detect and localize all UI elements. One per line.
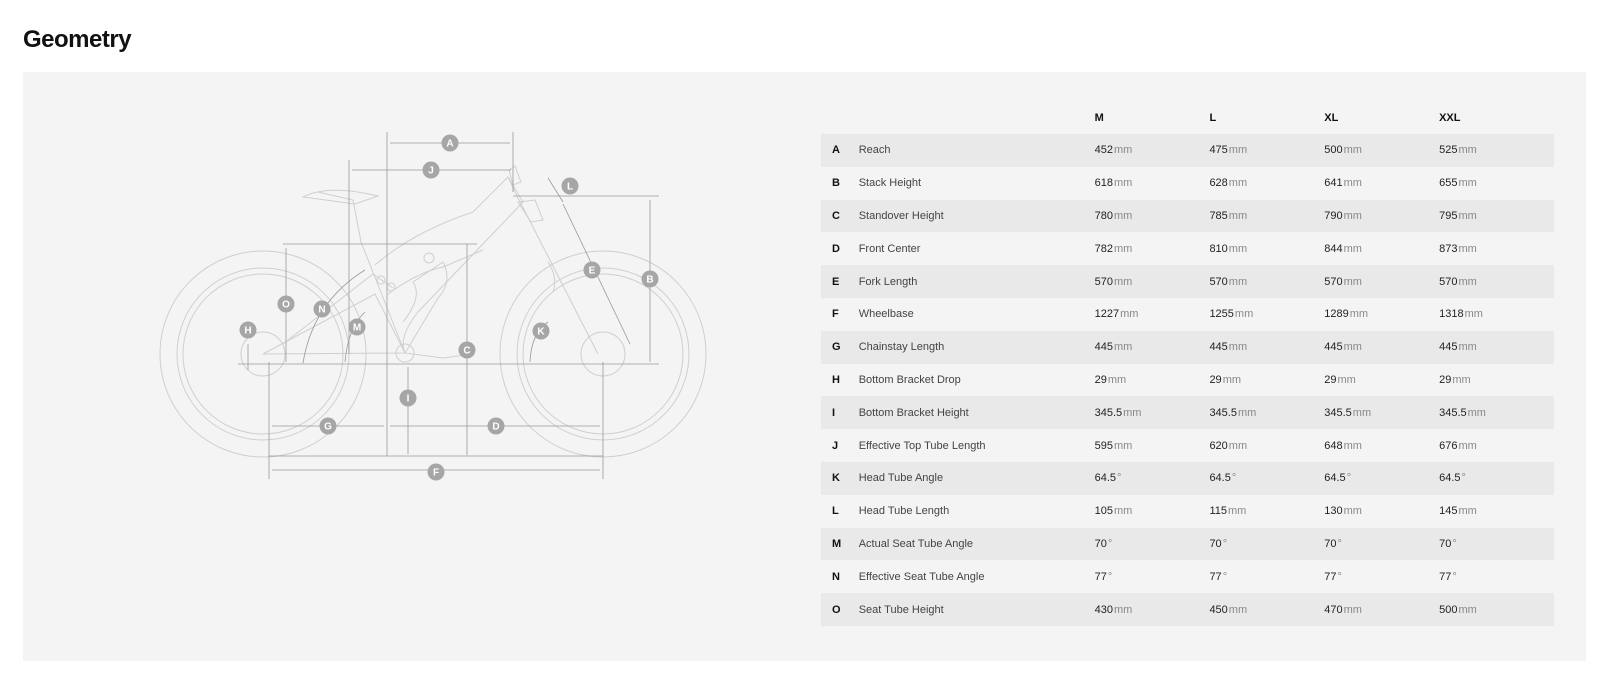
row-name: Effective Top Tube Length <box>858 439 986 452</box>
value-unit: mm <box>1458 341 1477 354</box>
row-value <box>1324 495 1439 528</box>
row-value <box>1439 495 1554 528</box>
dimension-lines <box>238 132 659 479</box>
value-number: 570 <box>1324 275 1343 288</box>
svg-text:B: B <box>646 274 654 286</box>
table-row <box>821 396 1554 429</box>
value-number: 782 <box>1094 242 1113 255</box>
row-value <box>1324 134 1439 167</box>
row-letter: D <box>832 242 840 255</box>
row-value <box>1209 134 1324 167</box>
bike-outline <box>160 166 706 457</box>
value-unit: mm <box>1113 144 1133 157</box>
row-value <box>1439 364 1554 397</box>
value-unit: mm <box>1228 603 1248 616</box>
value-unit: mm <box>1113 242 1133 255</box>
table-row <box>821 560 1554 593</box>
diagram-label-C <box>459 342 476 359</box>
value-number: 790 <box>1324 209 1343 222</box>
value-unit: mm <box>1458 242 1477 255</box>
value-number: 445 <box>1209 341 1228 354</box>
value-unit: mm <box>1343 144 1362 157</box>
value-unit: mm <box>1234 308 1254 321</box>
value-number: 115 <box>1209 505 1227 518</box>
value-number: 1227 <box>1094 308 1120 321</box>
table-row <box>821 429 1554 462</box>
value-unit: mm <box>1228 177 1248 190</box>
svg-text:J: J <box>428 165 434 177</box>
value-number: 641 <box>1324 177 1343 190</box>
value-number: 70 <box>1439 537 1452 550</box>
value-unit: mm <box>1343 242 1362 255</box>
row-value <box>1439 200 1554 233</box>
value-number: 873 <box>1439 242 1458 255</box>
diagram-label-D <box>488 418 505 435</box>
row-letter: O <box>821 593 859 626</box>
row-value <box>1324 396 1439 429</box>
row-value <box>1439 560 1554 593</box>
value-unit: mm <box>1458 505 1477 518</box>
svg-text:L: L <box>566 181 574 193</box>
value-unit: mm <box>1458 209 1477 222</box>
row-letter: N <box>832 570 840 583</box>
value-unit: mm <box>1222 373 1242 386</box>
value-unit: mm <box>1352 406 1372 419</box>
row-value <box>1209 167 1324 200</box>
diagram-label-M <box>349 319 366 336</box>
value-unit: mm <box>1458 603 1477 616</box>
row-name: Effective Seat Tube Angle <box>858 570 985 583</box>
value-unit: mm <box>1343 505 1362 518</box>
value-unit: ° <box>1107 537 1113 550</box>
row-value <box>1209 331 1324 364</box>
row-letter: H <box>832 373 840 386</box>
row-value <box>1209 396 1324 429</box>
row-value <box>1324 364 1439 397</box>
value-number: 430 <box>1094 603 1113 616</box>
svg-text:H: H <box>244 325 252 337</box>
table-row <box>821 167 1554 200</box>
table-body <box>821 134 1554 626</box>
value-number: 29 <box>1209 373 1222 386</box>
value-number: 70 <box>1209 537 1222 550</box>
row-value <box>1324 560 1439 593</box>
diagram-label-O <box>278 296 295 313</box>
value-unit: ° <box>1452 570 1457 583</box>
svg-text:O: O <box>282 299 290 311</box>
row-name: Bottom Bracket Height <box>859 396 1095 429</box>
value-number: 445 <box>1324 341 1343 354</box>
svg-text:G: G <box>324 421 332 433</box>
row-value <box>1324 331 1439 364</box>
svg-text:C: C <box>463 345 471 357</box>
value-number: 105 <box>1094 505 1113 518</box>
diagram-label-K <box>533 323 550 340</box>
row-value <box>1095 298 1210 331</box>
row-value <box>1439 429 1554 462</box>
value-unit: mm <box>1467 406 1486 419</box>
header-size-xxl: XXL <box>1439 112 1461 124</box>
value-unit: mm <box>1343 341 1362 354</box>
value-number: 64.5 <box>1324 472 1346 485</box>
value-number: 445 <box>1094 341 1113 354</box>
value-unit: mm <box>1458 275 1477 288</box>
row-value <box>1324 265 1439 298</box>
value-number: 345.5 <box>1094 406 1123 419</box>
value-unit: mm <box>1349 308 1369 321</box>
value-number: 77 <box>1324 570 1337 583</box>
row-value <box>1095 593 1210 626</box>
row-value <box>1439 232 1554 265</box>
header-name <box>859 102 1095 134</box>
row-value <box>1095 528 1210 561</box>
row-name: Actual Seat Tube Angle <box>859 528 1095 561</box>
table-row <box>821 298 1554 331</box>
value-number: 470 <box>1324 603 1343 616</box>
value-number: 64.5 <box>1094 472 1117 485</box>
row-value <box>1095 560 1210 593</box>
value-unit: mm <box>1113 275 1133 288</box>
row-name: Head Tube Angle <box>859 462 1095 495</box>
row-value <box>1439 331 1554 364</box>
value-unit: ° <box>1231 472 1237 485</box>
value-number: 70 <box>1324 537 1337 550</box>
value-number: 29 <box>1324 373 1337 386</box>
value-number: 655 <box>1439 177 1458 190</box>
diagram-label-L <box>562 178 579 195</box>
row-value <box>1095 200 1210 233</box>
value-unit: mm <box>1343 209 1362 222</box>
diagram-label-N <box>314 301 331 318</box>
row-value <box>1209 528 1324 561</box>
table-row <box>821 462 1554 495</box>
svg-text:M: M <box>352 322 362 334</box>
value-unit: mm <box>1123 406 1142 419</box>
svg-text:F: F <box>432 467 440 479</box>
value-number: 70 <box>1094 537 1107 550</box>
value-unit: ° <box>1337 570 1342 583</box>
value-number: 77 <box>1209 570 1222 583</box>
row-value <box>1439 298 1554 331</box>
table-row <box>821 134 1554 167</box>
value-number: 345.5 <box>1439 406 1467 419</box>
value-unit: mm <box>1458 177 1477 190</box>
row-value <box>1439 528 1554 561</box>
row-letter: C <box>821 200 859 233</box>
value-number: 450 <box>1209 603 1228 616</box>
table-row <box>821 232 1554 265</box>
row-value <box>1324 528 1439 561</box>
value-unit: ° <box>1222 570 1228 583</box>
value-number: 77 <box>1439 570 1452 583</box>
table-row <box>821 364 1554 397</box>
value-number: 1289 <box>1324 308 1349 321</box>
row-value <box>1209 593 1324 626</box>
row-name: Fork Length <box>859 265 1095 298</box>
value-unit: ° <box>1222 537 1228 550</box>
value-number: 130 <box>1324 505 1343 518</box>
diagram-label-F <box>428 464 445 481</box>
value-unit: mm <box>1228 242 1248 255</box>
value-number: 676 <box>1439 439 1458 452</box>
table-row <box>821 528 1554 561</box>
value-unit: mm <box>1343 177 1362 190</box>
svg-text:E: E <box>588 265 596 277</box>
row-letter: F <box>832 308 839 321</box>
row-letter: B <box>832 177 840 190</box>
value-unit: ° <box>1117 472 1122 485</box>
value-unit: mm <box>1343 275 1362 288</box>
value-number: 345.5 <box>1209 406 1237 419</box>
diagram-label-J <box>423 162 440 179</box>
value-unit: mm <box>1228 341 1248 354</box>
row-value <box>1095 429 1210 462</box>
row-value <box>1439 134 1554 167</box>
value-number: 452 <box>1094 144 1113 157</box>
value-unit: mm <box>1113 603 1133 616</box>
row-value <box>1095 167 1210 200</box>
row-value <box>1439 167 1554 200</box>
value-unit: mm <box>1113 177 1133 190</box>
row-value <box>1439 593 1554 626</box>
svg-text:D: D <box>492 421 500 433</box>
value-number: 475 <box>1209 144 1228 157</box>
row-value <box>1209 364 1324 397</box>
value-unit: mm <box>1237 406 1257 419</box>
row-value <box>1439 265 1554 298</box>
value-number: 1255 <box>1209 308 1234 321</box>
table-row <box>821 593 1554 626</box>
row-name: Chainstay Length <box>859 331 1095 364</box>
value-unit: ° <box>1346 472 1352 485</box>
row-name: Seat Tube Height <box>859 593 1095 626</box>
value-unit: mm <box>1113 439 1133 452</box>
row-name: Front Center <box>858 242 921 255</box>
row-value <box>1209 495 1324 528</box>
row-name: Head Tube Length <box>858 505 950 518</box>
row-value <box>1095 462 1210 495</box>
row-value <box>1095 331 1210 364</box>
value-number: 620 <box>1209 439 1228 452</box>
row-value <box>1095 265 1210 298</box>
diagram-label-E <box>584 262 601 279</box>
value-number: 780 <box>1094 209 1113 222</box>
svg-text:K: K <box>537 326 545 338</box>
page-title: Geometry <box>23 26 132 53</box>
row-value <box>1095 396 1210 429</box>
svg-text:N: N <box>318 304 326 316</box>
geometry-panel <box>23 72 1586 661</box>
table-row <box>821 265 1554 298</box>
row-value <box>1439 396 1554 429</box>
row-letter: I <box>821 396 859 429</box>
svg-text:I: I <box>406 393 410 405</box>
value-number: 1318 <box>1439 308 1464 321</box>
value-unit: mm <box>1458 144 1477 157</box>
table-row <box>821 200 1554 233</box>
row-letter: L <box>832 505 839 518</box>
value-unit: ° <box>1452 537 1457 550</box>
row-value <box>1324 200 1439 233</box>
value-number: 525 <box>1439 144 1458 157</box>
value-number: 570 <box>1209 275 1228 288</box>
row-value <box>1324 429 1439 462</box>
row-value <box>1324 167 1439 200</box>
header-letter <box>821 102 859 134</box>
value-number: 64.5 <box>1439 472 1461 485</box>
value-unit: ° <box>1461 472 1466 485</box>
row-value <box>1095 495 1210 528</box>
value-number: 628 <box>1209 177 1228 190</box>
value-unit: mm <box>1228 275 1248 288</box>
row-letter: M <box>821 528 859 561</box>
value-number: 29 <box>1094 373 1107 386</box>
value-unit: mm <box>1113 209 1133 222</box>
row-value <box>1209 232 1324 265</box>
value-number: 345.5 <box>1324 406 1352 419</box>
row-name: Stack Height <box>858 177 922 190</box>
diagram-label-A <box>442 135 459 152</box>
header-size-xl: XL <box>1324 112 1339 124</box>
row-value <box>1209 560 1324 593</box>
header-size-m: M <box>1094 112 1104 124</box>
row-value <box>1095 232 1210 265</box>
row-value <box>1209 265 1324 298</box>
diagram-label-I <box>400 390 417 407</box>
diagram-label-B <box>642 271 659 288</box>
row-value <box>1209 462 1324 495</box>
row-letter: G <box>821 331 859 364</box>
diagram-label-H <box>240 322 257 339</box>
value-number: 648 <box>1324 439 1343 452</box>
bike-geometry-diagram <box>143 122 723 502</box>
value-unit: mm <box>1107 373 1127 386</box>
value-number: 145 <box>1439 505 1458 518</box>
value-number: 795 <box>1439 209 1458 222</box>
value-number: 595 <box>1094 439 1113 452</box>
value-unit: mm <box>1458 439 1477 452</box>
row-name: Reach <box>859 134 1095 167</box>
table-row <box>821 331 1554 364</box>
value-unit: mm <box>1120 308 1139 321</box>
row-value <box>1324 462 1439 495</box>
row-value <box>1095 134 1210 167</box>
value-number: 445 <box>1439 341 1458 354</box>
value-unit: mm <box>1343 603 1362 616</box>
row-letter: A <box>821 134 859 167</box>
value-number: 618 <box>1094 177 1113 190</box>
value-number: 500 <box>1439 603 1458 616</box>
svg-text:A: A <box>446 138 454 150</box>
value-unit: mm <box>1343 439 1362 452</box>
value-number: 810 <box>1209 242 1228 255</box>
diagram-label-G <box>320 418 337 435</box>
row-name: Wheelbase <box>858 308 914 321</box>
value-unit: mm <box>1228 144 1248 157</box>
row-value <box>1324 593 1439 626</box>
row-value <box>1324 298 1439 331</box>
table-header-row <box>821 102 1554 134</box>
value-number: 64.5 <box>1209 472 1231 485</box>
value-number: 785 <box>1209 209 1228 222</box>
value-unit: mm <box>1452 373 1471 386</box>
table-row <box>821 495 1554 528</box>
header-size-l: L <box>1209 112 1217 124</box>
row-name: Standover Height <box>859 200 1095 233</box>
value-unit: mm <box>1228 209 1248 222</box>
row-value <box>1095 364 1210 397</box>
value-unit: mm <box>1464 308 1483 321</box>
row-letter: J <box>832 439 839 452</box>
value-number: 500 <box>1324 144 1343 157</box>
value-unit: mm <box>1337 373 1356 386</box>
row-value <box>1209 200 1324 233</box>
value-number: 570 <box>1094 275 1113 288</box>
value-unit: mm <box>1113 505 1133 518</box>
value-number: 570 <box>1439 275 1458 288</box>
value-unit: mm <box>1227 505 1247 518</box>
row-value <box>1209 429 1324 462</box>
row-value <box>1209 298 1324 331</box>
row-letter: E <box>821 265 859 298</box>
value-number: 77 <box>1094 570 1107 583</box>
row-value <box>1324 232 1439 265</box>
value-unit: mm <box>1113 341 1133 354</box>
value-unit: ° <box>1107 570 1113 583</box>
value-number: 844 <box>1324 242 1343 255</box>
row-letter: K <box>821 462 859 495</box>
value-unit: mm <box>1228 439 1248 452</box>
row-name: Bottom Bracket Drop <box>858 373 961 386</box>
value-unit: ° <box>1337 537 1342 550</box>
value-number: 29 <box>1439 373 1452 386</box>
geometry-table <box>821 102 1554 626</box>
row-value <box>1439 462 1554 495</box>
